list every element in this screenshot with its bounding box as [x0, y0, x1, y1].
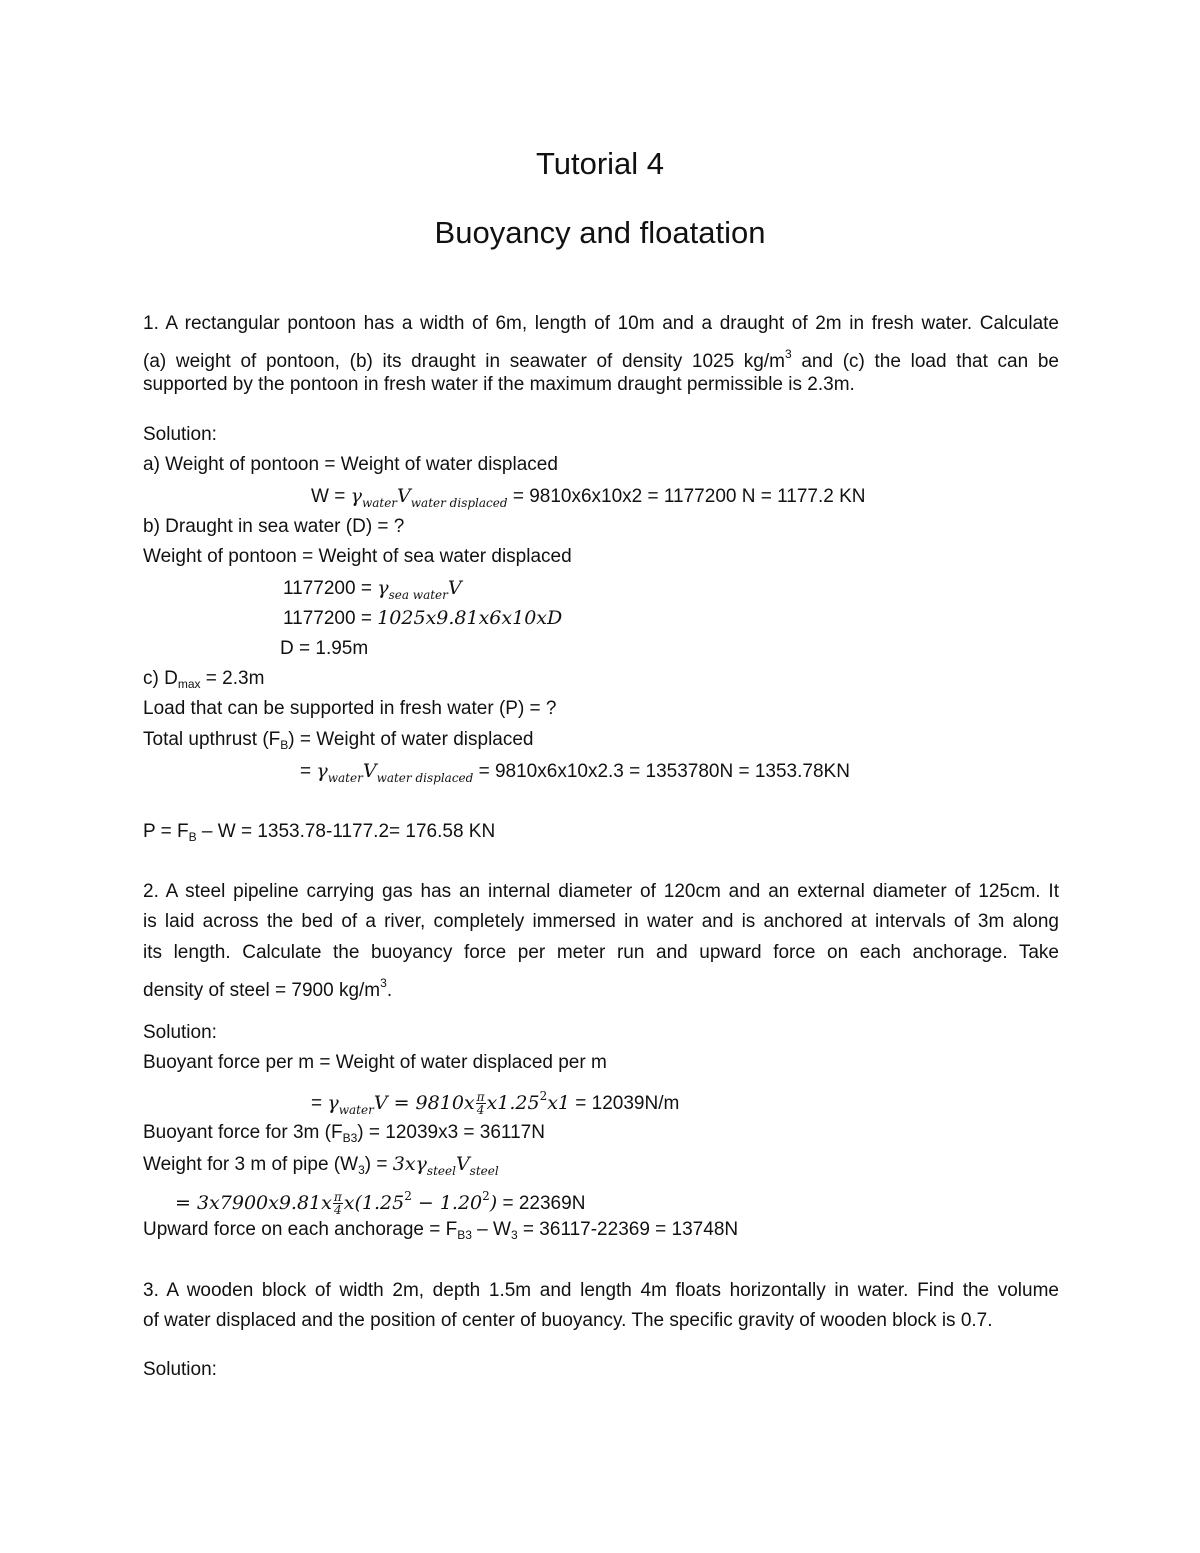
s1-eq-draught: 1177200 = 1025x9.81x6x10xD	[283, 607, 563, 629]
q1-line-3: supported by the pontoon in fresh water if the maximum draught permissible is 2.3m.	[143, 374, 855, 395]
s2-line-3: Weight for 3 m of pipe $(W_3) = 3x\gamma_{steel}V_{steel}$	[143, 1153, 499, 1178]
s1-part-c-line2: Load that can be supported in fresh water (P) = ?	[143, 698, 557, 719]
q2-line-1: 2. A steel pipeline carrying gas has an internal diameter of 120cm and an external diameter of 125cm. It	[143, 881, 1059, 902]
s2-eq-buoyant: = $\gamma_{water}V = 9810x$ $\frac{\pi}{4}$ $x1.25^2x1 = 12039N/m$	[311, 1089, 680, 1118]
q2-line-4: density of steel = 7900 $kg/m^3$.	[143, 976, 393, 1001]
q2-line-2: is laid across the bed of a river, completely immersed in water and is anchored at intervals of 3m along	[143, 911, 1059, 932]
pi-over-four-fraction-2: $\frac{\pi}{4}$	[333, 1190, 342, 1218]
q1-line-2: (a) weight of pontoon, (b) its draught in seawater of density 1025 $kg/m^3$ and (c) the load that can be	[143, 347, 1059, 372]
s2-heading: Solution:	[143, 1022, 217, 1043]
s1-final-answer: $P = F_B - W = 1353.78-1177.2= 176.58$ KN	[143, 821, 496, 844]
q1-line-1: 1. A rectangular pontoon has a width of 6m, length of 10m and a draught of 2m in fresh water. Calculate	[143, 313, 1059, 334]
s1-eq-d-result: D = 1.95m	[280, 638, 369, 659]
s2-eq-weight: = 3x7900x9.81x $\frac{\pi}{4}$ $x(1.25^2 - 1.20^2) = 22369N$	[175, 1189, 586, 1218]
s2-line-4: Upward force on each anchorage = $F_{B3} - W_3 = 36117-22369 = 13748N$	[143, 1219, 739, 1242]
s2-line-1: Buoyant force per m = Weight of water displaced per m	[143, 1052, 607, 1073]
q3-line-2: of water displaced and the position of center of buoyancy. The specific gravity of wooden block is 0.7.	[143, 1310, 993, 1331]
s1-part-a: a) Weight of pontoon = Weight of water displaced	[143, 454, 558, 475]
page-title: Tutorial 4	[535, 146, 665, 181]
s2-line-2: Buoyant force for 3m $(F_{B3}) = 12039x3 = 36117N$	[143, 1122, 545, 1145]
s1-heading: Solution:	[143, 424, 217, 445]
s1-eq-upthrust: = $\gamma_{water}V_{water displaced} = 9810x6x10x2.3 = 1353780N = 1353.78KN$	[300, 760, 850, 785]
q2-line-3: its length. Calculate the buoyancy force per meter run and upward force on each anchorage. Take	[143, 942, 1059, 963]
s3-heading: Solution:	[143, 1359, 217, 1380]
s1-part-c-line3: Total upthrust $(F_B)$ = Weight of water displaced	[143, 729, 534, 752]
page-subtitle: Buoyancy and floatation	[434, 215, 766, 250]
q3-line-1: 3. A wooden block of width 2m, depth 1.5m and length 4m floats horizontally in water. Find the volume	[143, 1280, 1059, 1301]
s1-part-b: b) Draught in sea water (D) = ?	[143, 516, 405, 537]
pi-over-four-fraction: $\frac{\pi}{4}$	[476, 1090, 485, 1118]
s1-eq-seawater: $1177200 = \gamma_{sea water}V$	[283, 577, 462, 602]
s1-part-b-line2: Weight of pontoon = Weight of sea water displaced	[143, 546, 572, 567]
s1-eq-weight: $W = \gamma_{water}V_{water displaced} = 9810x6x10x2 = 1177200$ N = 1177.2 KN	[311, 485, 866, 510]
s1-part-c: c) $D_{max} = 2.3m$	[143, 668, 265, 691]
